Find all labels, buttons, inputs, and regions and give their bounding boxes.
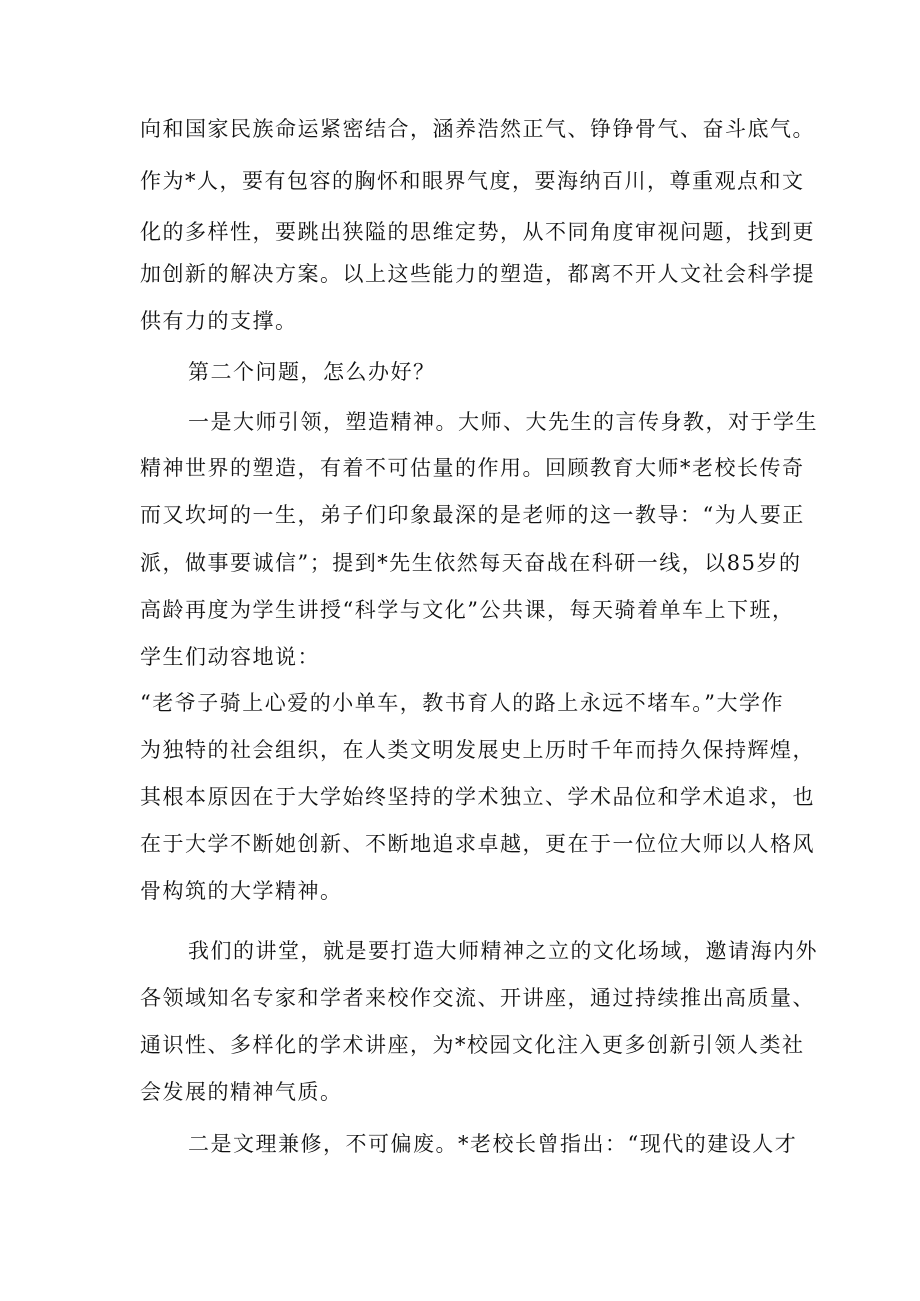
text-line: 加创新的解决方案。以上这些能力的塑造，都离不开人文社会科学提 bbox=[140, 262, 815, 286]
text-line: 精神世界的塑造，有着不可估量的作用。回顾教育大师*老校长传奇 bbox=[140, 456, 805, 480]
text-line: 为独特的社会组织，在人类文明发展史上历时千年而持久保持辉煌， bbox=[140, 738, 815, 762]
text-line: 各领域知名专家和学者来校作交流、开讲座，通过持续推出高质量、 bbox=[140, 986, 815, 1010]
text-line: 供有力的支撑。 bbox=[140, 309, 298, 333]
text-line: 在于大学不断她创新、不断地追求卓越，更在于一位位大师以人格风 bbox=[140, 832, 815, 856]
text-line: 作为*人，要有包容的胸怀和眼界气度，要海纳百川，尊重观点和文 bbox=[140, 169, 805, 193]
section-heading: 第二个问题，怎么办好？ bbox=[188, 360, 436, 384]
text-line: 二是文理兼修，不可偏废。*老校长曾指出：“现代的建设人才 bbox=[188, 1132, 798, 1156]
text-line: 学生们动容地说： bbox=[140, 645, 320, 669]
text-line: 一是大师引领，塑造精神。大师、大先生的言传身教，对于学生 bbox=[188, 410, 818, 434]
text-line: 高龄再度为学生讲授“科学与文化”公共课，每天骑着单车上下班， bbox=[140, 598, 795, 622]
text-line: 骨构筑的大学精神。 bbox=[140, 879, 343, 903]
text-line: “老爷子骑上心爱的小单车，教书育人的路上永远不堵车。”大学作 bbox=[140, 691, 784, 715]
text-line: 派，做事要诚信”；提到*先生依然每天奋战在科研一线，以85岁的 bbox=[140, 551, 802, 575]
text-line: 通识性、多样化的学术讲座，为*校园文化注入更多创新引领人类社 bbox=[140, 1033, 805, 1057]
text-line: 其根本原因在于大学始终坚持的学术独立、学术品位和学术追求，也 bbox=[140, 785, 815, 809]
text-line: 向和国家民族命运紧密结合，涵养浩然正气、铮铮骨气、奋斗底气。 bbox=[140, 117, 815, 141]
text-line: 会发展的精神气质。 bbox=[140, 1080, 343, 1104]
text-line: 我们的讲堂，就是要打造大师精神之立的文化场域，邀请海内外 bbox=[188, 939, 818, 963]
text-line: 化的多样性，要跳出狭隘的思维定势，从不同角度审视问题，找到更 bbox=[140, 220, 815, 244]
text-line: 而又坎坷的一生，弟子们印象最深的是老师的这一教导：“为人要正 bbox=[140, 503, 805, 527]
